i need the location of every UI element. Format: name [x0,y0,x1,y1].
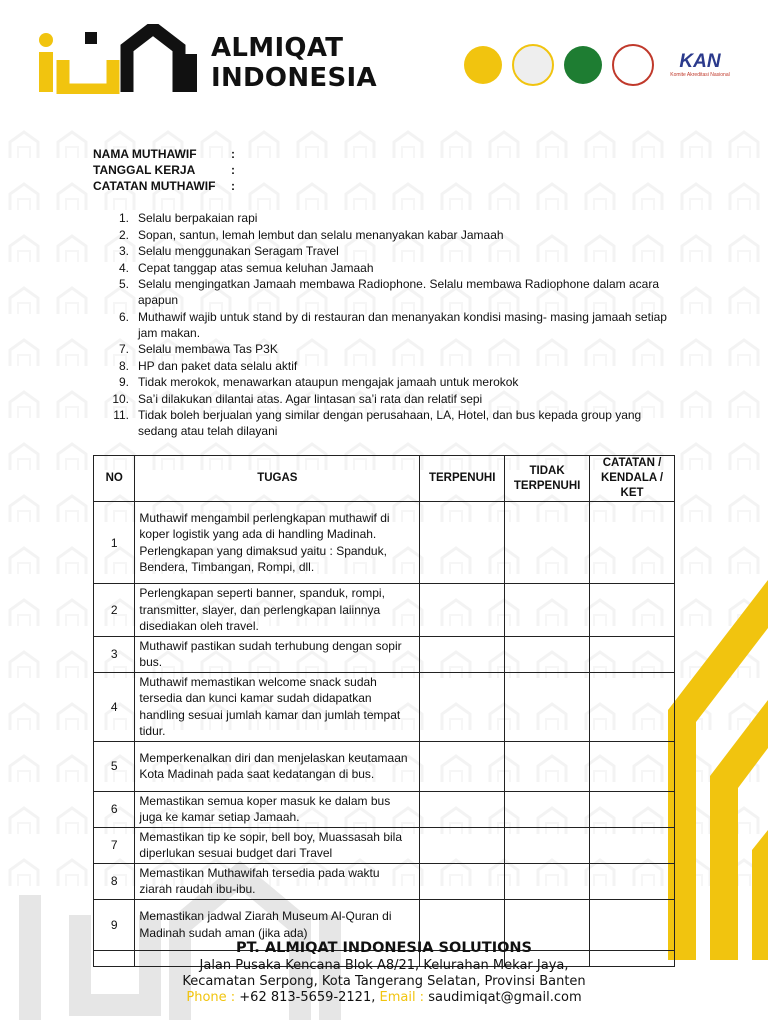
cell-catatan[interactable] [590,502,675,584]
row-no: 1 [94,502,135,584]
header-catatan [590,456,675,502]
rule-number: 4. [118,260,129,275]
header-tugas: TUGAS [135,456,420,502]
cell-tidak-terpenuhi[interactable] [505,741,590,791]
cell-catatan[interactable] [590,863,675,899]
cell-catatan[interactable] [590,672,675,741]
email-label: Email : [379,990,429,1005]
rule-text: Muthawif wajib untuk stand by di restauran dan menanyakan kondisi masing- masing jamaah setiap jam makan. [138,309,667,340]
cell-terpenuhi[interactable] [420,791,505,827]
list-item [94,243,674,259]
rule-text: Selalu membawa Tas P3K [138,342,278,356]
list-item [94,227,674,243]
info-row-nama [93,146,235,162]
rule-text: Sopan, santun, lemah lembut dan selalu menanyakan kabar Jamaah [138,227,504,242]
table-row [94,863,675,899]
cell-catatan[interactable] [590,741,675,791]
almiqat-logo-icon [35,24,197,94]
phone-label: Phone : [186,990,236,1005]
info-label: NAMA MUTHAWIF [93,147,197,161]
row-tugas: Muthawif pastikan sudah terhubung dengan sopir bus. [135,636,420,672]
cell-terpenuhi[interactable] [420,741,505,791]
rule-number: 11. [113,408,129,422]
cell-tidak-terpenuhi[interactable] [505,863,590,899]
footer [0,938,768,1006]
task-table [93,455,675,967]
info-row-catatan [93,178,235,194]
row-no: 5 [94,741,135,791]
cell-terpenuhi[interactable] [420,827,505,863]
table-row [94,741,675,791]
cell-terpenuhi[interactable] [420,672,505,741]
list-item [94,407,674,439]
info-row-tanggal [93,162,235,178]
header-tidak-line2: TERPENUHI [513,479,581,492]
info-label: CATATAN MUTHAWIF [93,179,216,193]
list-item [94,260,674,276]
list-item [94,374,674,390]
rule-text: Selalu menggunakan Seragam Travel [138,244,339,258]
table-row [94,791,675,827]
row-no: 9 [94,899,135,950]
row-no: 6 [94,791,135,827]
rule-number: 10. [112,391,129,406]
cell-terpenuhi[interactable] [420,584,505,637]
table-row [94,502,675,584]
row-no: 8 [94,863,135,899]
list-item [94,210,674,226]
brand-name [211,33,377,93]
cell-catatan[interactable] [590,584,675,637]
header-tidak-terpenuhi [505,456,590,502]
rule-text: Selalu berpakaian rapi [138,211,258,225]
header-terpenuhi: TERPENUHI [420,456,505,502]
cell-tidak-terpenuhi[interactable] [505,636,590,672]
rule-number: 6. [118,309,129,324]
resmi-badge-icon [464,46,502,84]
cell-tidak-terpenuhi[interactable] [505,672,590,741]
table-row [94,827,675,863]
tms-badge-icon [612,44,654,86]
cell-terpenuhi[interactable] [420,636,505,672]
rule-number: 3. [118,244,129,258]
row-tugas: Perlengkapan seperti banner, spanduk, rompi, transmitter, slayer, dan perlengkapan laiinnya disediakan oleh travel. [135,584,420,637]
cell-catatan[interactable] [590,636,675,672]
row-tugas: Muthawif mengambil perlengkapan muthawif di koper logistik yang ada di handling Madinah. Perlengkapan yang dimaksud yaitu : Spanduk, Bendera, Timbangan, Rompi, dll. [135,502,420,584]
info-label: TANGGAL KERJA [93,163,196,177]
rule-number: 9. [118,375,129,389]
rule-text: Sa’i dilakukan dilantai atas. Agar lintasan sa’i rata dan relatif sepi [138,391,483,406]
header-tidak-line1: TIDAK [529,464,565,477]
rule-text: Selalu mengingatkan Jamaah membawa Radiophone. Selalu membawa Radiophone dalam acara apapun [138,277,659,307]
cell-tidak-terpenuhi[interactable] [505,584,590,637]
kan-subtitle: Komite Akreditasi Nasional [670,72,730,78]
cell-terpenuhi[interactable] [420,863,505,899]
phone-value: +62 813-5659-2121, [235,990,380,1005]
list-item [94,276,674,308]
address-line-2: Kecamatan Serpong, Kota Tangerang Selatan, Provinsi Banten [182,974,586,989]
list-item [94,358,674,374]
contact-line [0,990,768,1006]
list-item [94,309,674,341]
row-no: 4 [94,672,135,741]
table-row [94,584,675,637]
cell-tidak-terpenuhi[interactable] [505,502,590,584]
table-row [94,672,675,741]
certification-badges [464,44,736,86]
rule-number: 5. [118,277,129,291]
info-separator: : [231,179,235,193]
cell-tidak-terpenuhi[interactable] [505,791,590,827]
brand-line-2: INDONESIA [211,63,377,93]
table-header-row [94,456,675,502]
rules-list [94,210,674,440]
bersathu-badge-icon [512,44,554,86]
cell-catatan[interactable] [590,791,675,827]
email-value: saudimiqat@gmail.com [428,990,582,1005]
row-no: 3 [94,636,135,672]
row-no: 2 [94,584,135,637]
rule-text: Tidak boleh berjualan yang similar dengan perusahaan, LA, Hotel, dan bus kepada group yang sedang atau telah dilayani [138,408,642,438]
info-separator: : [231,163,235,177]
row-no: 7 [94,827,135,863]
row-tugas: Memastikan jadwal Ziarah Museum Al-Quran di Madinah sudah aman (jika ada) [135,899,420,950]
list-item [94,391,674,407]
row-tugas: Memperkenalkan diri dan menjelaskan keutamaan Kota Madinah pada saat kedatangan di bus. [135,741,420,791]
row-tugas: Memastikan semua koper masuk ke dalam bus juga ke kamar setiap Jamaah. [135,791,420,827]
cell-terpenuhi[interactable] [420,502,505,584]
header-catatan-line2: KENDALA / KET [600,472,664,499]
list-item [94,341,674,357]
kemenag-badge-icon [564,46,602,84]
table-row [94,636,675,672]
kan-text: KAN [679,51,721,72]
cell-tidak-terpenuhi[interactable] [505,827,590,863]
rule-text: HP dan paket data selalu aktif [138,358,298,373]
cell-catatan[interactable] [590,827,675,863]
rule-text: Tidak merokok, menawarkan ataupun mengajak jamaah untuk merokok [138,375,519,389]
row-tugas: Memastikan Muthawifah tersedia pada waktu ziarah raudah ibu-ibu. [135,863,420,899]
brand-line-1: ALMIQAT [211,33,344,63]
kan-logo [664,48,736,82]
rule-text: Cepat tanggap atas semua keluhan Jamaah [138,260,374,275]
info-separator: : [231,147,235,161]
header-catatan-line1: CATATAN / [602,457,662,469]
rule-number: 7. [118,342,129,356]
address-line-1: Jalan Pusaka Kencana Blok A8/21, Kelurahan Mekar Jaya, [199,958,569,973]
header-no: NO [94,456,135,502]
row-tugas: Memastikan tip ke sopir, bell boy, Muassasah bila diperlukan sesuai budget dari Travel [135,827,420,863]
company-name: PT. ALMIQAT INDONESIA SOLUTIONS [235,940,533,956]
info-fields [93,146,235,194]
rule-number: 8. [118,358,129,373]
rule-number: 2. [118,227,129,242]
rule-number: 1. [118,211,129,225]
row-tugas: Muthawif memastikan welcome snack sudah tersedia dan kunci kamar sudah didapatkan handling sesuai jumlah kamar dan jumlah tempat tidur. [135,672,420,741]
